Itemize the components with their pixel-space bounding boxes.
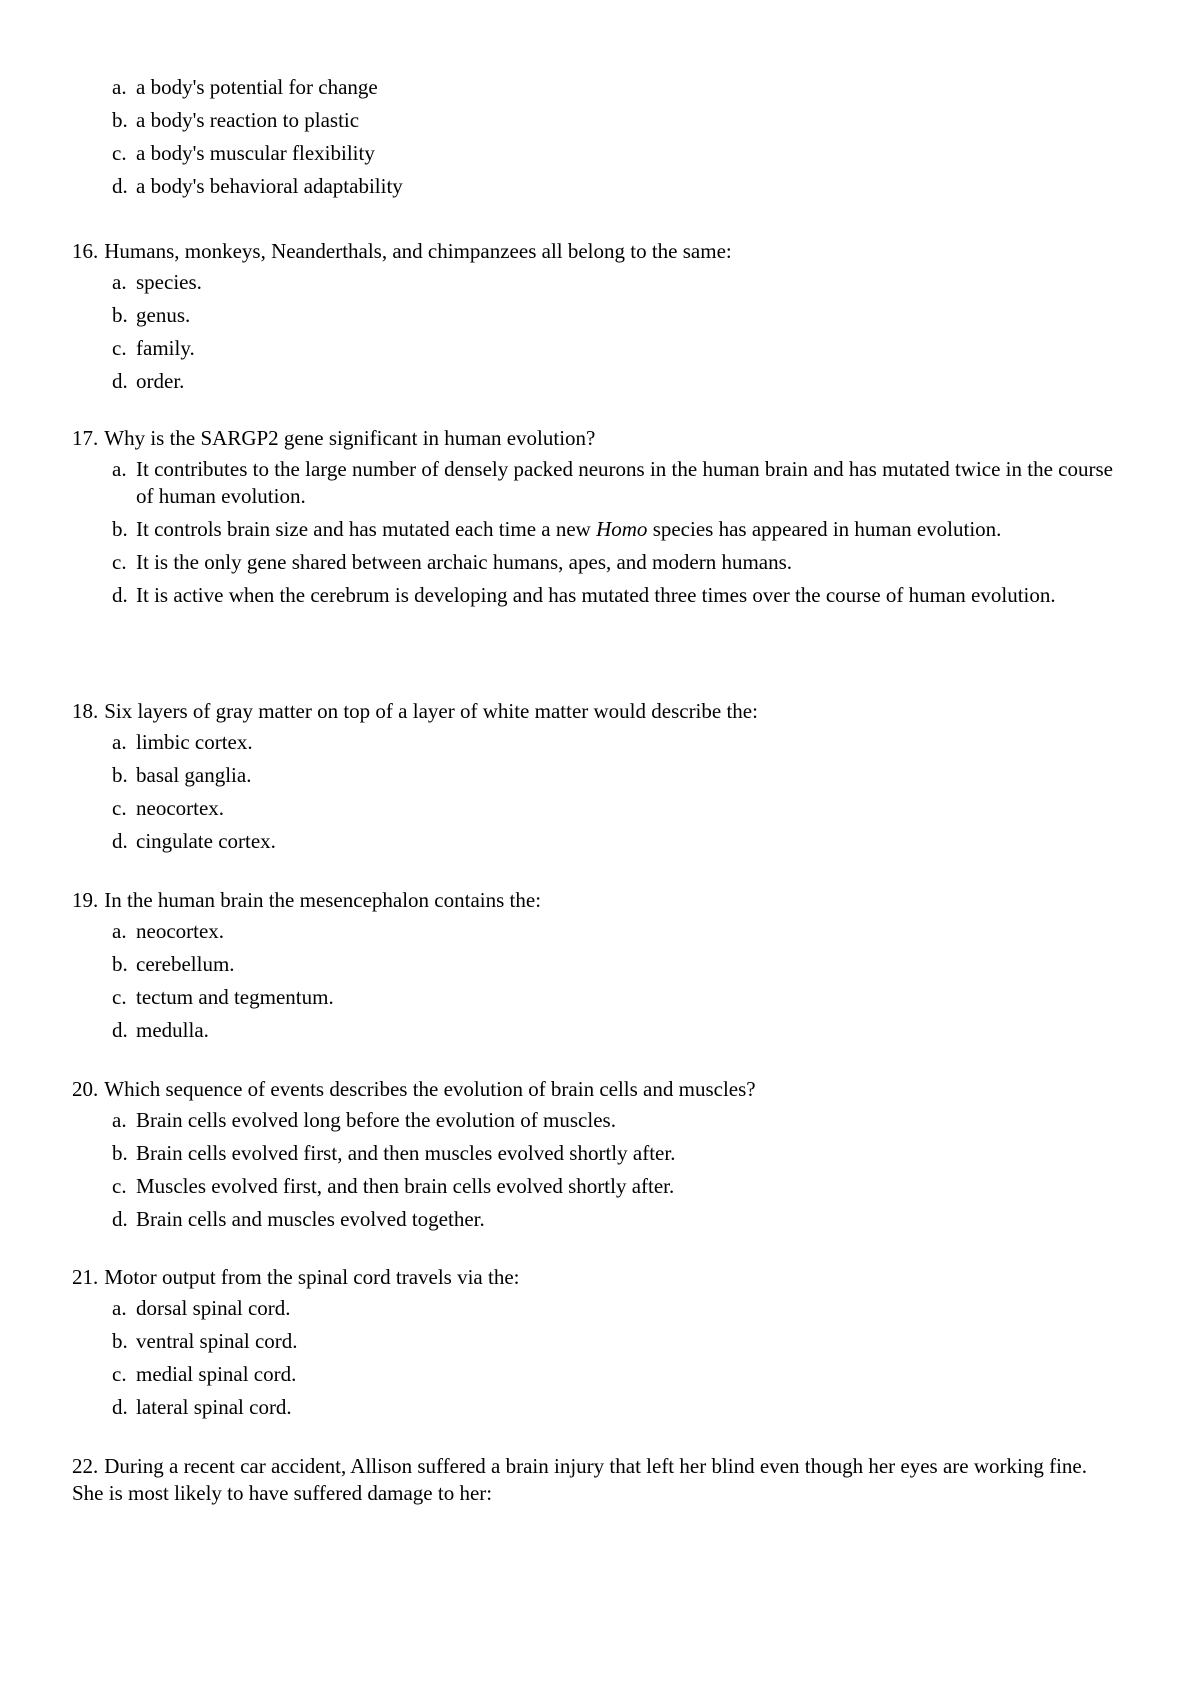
question-text: Why is the SARGP2 gene significant in human evolution? [104, 426, 596, 450]
option-a: a. a body's potential for change [72, 74, 1122, 101]
question-stem [72, 1453, 1112, 1507]
option-d: d. cingulate cortex. [112, 829, 276, 853]
question-stem [72, 887, 1122, 914]
question-number: 16. [72, 239, 99, 263]
question-text: Motor output from the spinal cord travels via the: [104, 1265, 520, 1289]
question-number: 21. [72, 1265, 99, 1289]
question-18 [72, 698, 1122, 861]
option-text: a body's behavioral adaptability [136, 174, 403, 198]
option-text: a body's muscular flexibility [136, 141, 375, 165]
question-stem [72, 1076, 1122, 1103]
question-19 [72, 887, 1122, 1050]
option-list [72, 918, 1122, 1044]
question-stem [72, 238, 1122, 265]
option-c: c. family. [112, 336, 195, 360]
option-a: a. neocortex. [112, 919, 225, 943]
question-16 [72, 238, 1122, 401]
option-text: a body's potential for change [136, 75, 378, 99]
question-number: 18. [72, 699, 99, 723]
question-text: Six layers of gray matter on top of a layer of white matter would describe the: [104, 699, 758, 723]
option-a: a. dorsal spinal cord. [112, 1296, 291, 1320]
question-text: In the human brain the mesencephalon contains the: [104, 888, 542, 912]
question-21 [72, 1264, 1122, 1427]
question-number: 19. [72, 888, 99, 912]
option-b: b. basal ganglia. [112, 763, 252, 787]
option-d: d. order. [112, 369, 185, 393]
option-c: c. Muscles evolved first, and then brain cells evolved shortly after. [112, 1174, 675, 1198]
option-list [72, 456, 1122, 609]
option-a: a. species. [112, 270, 202, 294]
option-list [72, 1107, 1122, 1233]
question-text: Which sequence of events describes the evolution of brain cells and muscles? [104, 1077, 756, 1101]
option-d: d. medulla. [112, 1018, 209, 1042]
option-a: a. limbic cortex. [112, 730, 253, 754]
italic-genus-name: Homo [596, 517, 648, 541]
option-c: c. a body's muscular flexibility [72, 140, 1122, 167]
question-stem [72, 1264, 1122, 1291]
option-list [72, 729, 1122, 855]
question-number: 22. [72, 1454, 99, 1478]
option-c: c. neocortex. [112, 796, 225, 820]
option-b: b. Brain cells evolved first, and then muscles evolved shortly after. [112, 1141, 676, 1165]
question-text: Humans, monkeys, Neanderthals, and chimpanzees all belong to the same: [104, 239, 732, 263]
option-b: b. a body's reaction to plastic [72, 107, 1122, 134]
option-d: d. Brain cells and muscles evolved together. [112, 1207, 485, 1231]
option-d: d. a body's behavioral adaptability [72, 173, 1122, 200]
option-b: b. genus. [112, 303, 191, 327]
question-stem [72, 698, 1122, 725]
question-text: During a recent car accident, Allison suffered a brain injury that left her blind even though her eyes are working fine. She is most likely to have suffered damage to her: [72, 1454, 1088, 1505]
option-a: a. It contributes to the large number of densely packed neurons in the human brain and has mutated twice in the course of human evolution. [112, 457, 1113, 508]
option-list [72, 74, 1122, 200]
question-20 [72, 1076, 1122, 1239]
question-22 [72, 1453, 1122, 1507]
option-d: d. It is active when the cerebrum is developing and has mutated three times over the course of human evolution. [112, 583, 1056, 607]
option-c: c. medial spinal cord. [112, 1362, 297, 1386]
option-d: d. lateral spinal cord. [112, 1395, 292, 1419]
question-stem [72, 425, 1122, 452]
option-list [72, 1295, 1122, 1421]
question-17 [72, 425, 1122, 615]
question-number: 17. [72, 426, 99, 450]
option-b: b. ventral spinal cord. [112, 1329, 298, 1353]
option-b: b. It controls brain size and has mutated each time a new Homo species has appeared in human evolution. [112, 517, 1002, 541]
option-c: c. It is the only gene shared between archaic humans, apes, and modern humans. [112, 550, 793, 574]
option-c: c. tectum and tegmentum. [112, 985, 334, 1009]
option-b: b. cerebellum. [112, 952, 235, 976]
option-text: a body's reaction to plastic [136, 108, 360, 132]
option-a: a. Brain cells evolved long before the evolution of muscles. [112, 1108, 616, 1132]
question-number: 20. [72, 1077, 99, 1101]
option-list [72, 269, 1122, 395]
question-15-continued [72, 74, 1122, 206]
